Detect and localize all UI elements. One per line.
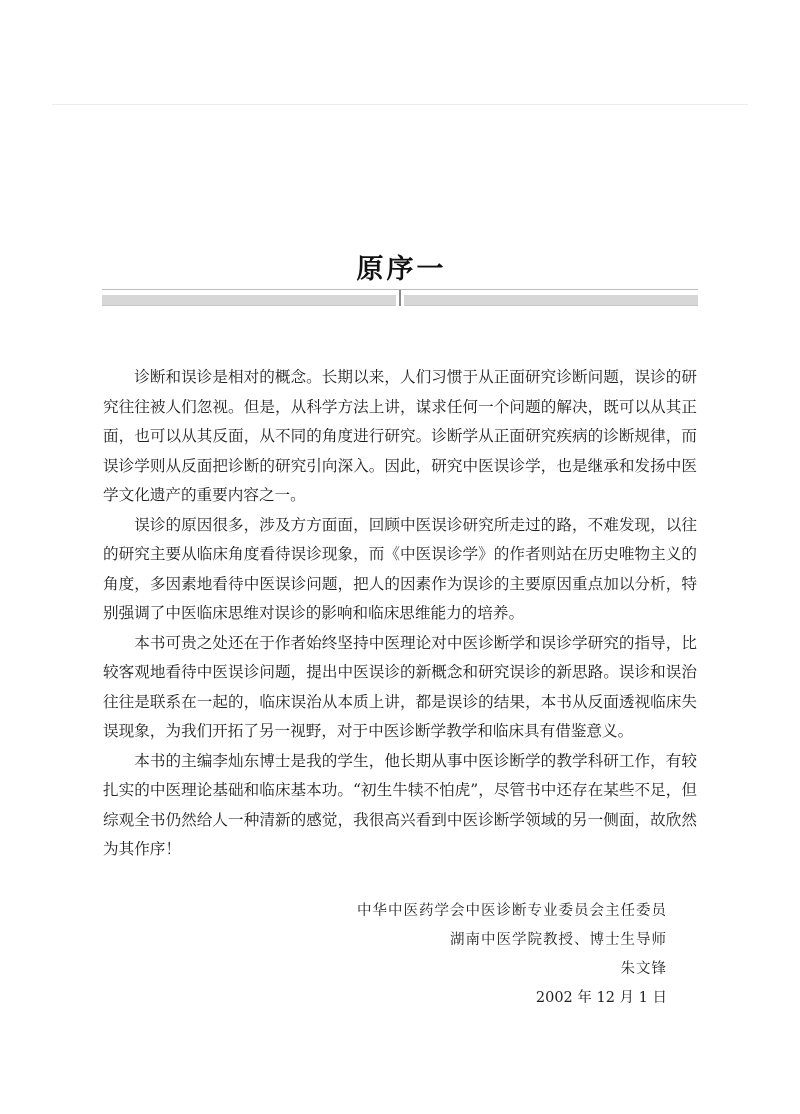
signature-position: 湖南中医学院教授、博士生导师 xyxy=(450,932,667,948)
paragraph-line: 面，也可以从其反面，从不同的角度进行研究。诊断学从正面研究疾病的诊断规律，而 xyxy=(103,427,697,445)
paragraph-line: 本书的主编李灿东博士是我的学生，他长期从事中医诊断学的教学科研工作，有较 xyxy=(134,751,697,770)
paragraph xyxy=(103,363,697,511)
title-rule xyxy=(102,289,698,306)
paragraph-line: 学文化遗产的重要内容之一。 xyxy=(103,486,306,504)
paragraph xyxy=(103,747,697,865)
paragraph-line: 误诊学则从反面把诊断的研究引向深入。因此，研究中医误诊学，也是继承和发扬中医 xyxy=(103,456,697,475)
paragraph-line: 误现象，为我们开拓了另一视野，对于中医诊断学教学和临床具有借鉴意义。 xyxy=(103,722,634,740)
paragraph-line: 本书可贵之处还在于作者始终坚持中医理论对中医诊断学和误诊学研究的指导，比 xyxy=(134,633,697,652)
header-rule xyxy=(52,104,748,105)
signature-author: 朱文锋 xyxy=(620,961,667,977)
paragraph-line: 角度，多因素地看待中医误诊问题，把人的因素作为误诊的主要原因重点加以分析，特 xyxy=(103,574,697,593)
paragraph-line: 诊断和误诊是相对的概念。长期以来，人们习惯于从正面研究诊断问题，误诊的研 xyxy=(134,368,697,386)
paragraph-line: 别强调了中医临床思维对误诊的影响和临床思维能力的培养。 xyxy=(103,604,525,622)
paragraph-line: 往往是联系在一起的，临床误治从本质上讲，都是误诊的结果，本书从反面透视临床失 xyxy=(103,692,697,711)
paragraph-line: 扎实的中医理论基础和临床基本功。“初生牛犊不怕虎”，尽管书中还存在某些不足，但 xyxy=(103,781,697,799)
title-rule-center-tick xyxy=(399,290,401,306)
paragraph-line: 的研究主要从临床角度看待误诊现象，而《中医误诊学》的作者则站在历史唯物主义的 xyxy=(103,545,697,563)
paragraph-line: 究往往被人们忽视。但是，从科学方法上讲，谋求任何一个问题的解决，既可以从其正 xyxy=(103,397,697,416)
paragraph xyxy=(103,629,697,747)
signature-date: 2002 年 12 月 1 日 xyxy=(535,990,667,1006)
signature-affiliation: 中华中医药学会中医诊断专业委员会主任委员 xyxy=(357,903,667,919)
paragraph-line: 较客观地看待中医误诊问题，提出中医误诊的新概念和研究误诊的新思路。误诊和误治 xyxy=(103,663,697,681)
page-title: 原序一 xyxy=(356,254,447,285)
preface-body xyxy=(103,363,697,865)
paragraph-line: 误诊的原因很多，涉及方方面面，回顾中医误诊研究所走过的路，不难发现，以往 xyxy=(134,515,697,534)
paragraph-line: 为其作序！ xyxy=(103,840,181,858)
paragraph xyxy=(103,511,697,629)
signature-block xyxy=(357,897,667,1013)
paragraph-line: 综观全书仍然给人一种清新的感觉，我很高兴看到中医诊断学领域的另一侧面，故欣然 xyxy=(103,810,697,829)
